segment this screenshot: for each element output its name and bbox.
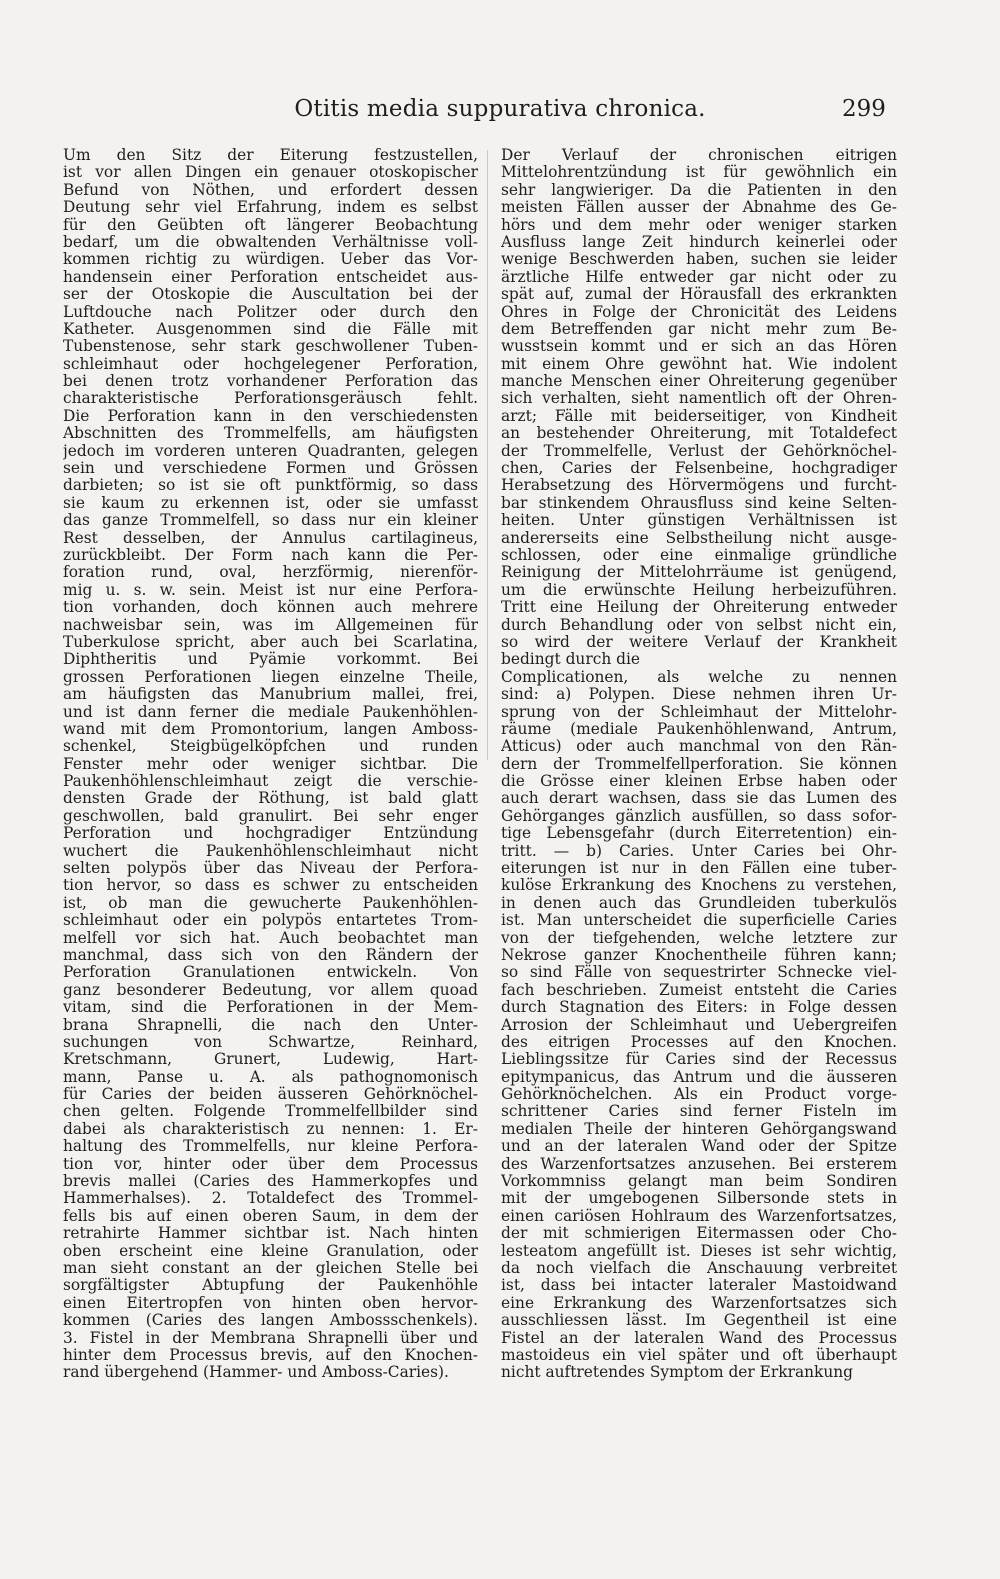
text-line: suchungen von Schwartze, Reinhard, (63, 1033, 478, 1051)
running-title: Otitis media suppurativa chronica. (294, 96, 706, 122)
text-line: Perforation Granulationen entwickeln. Von (63, 964, 478, 982)
text-line: arzt; Fälle mit beiderseitiger, von Kindheit (501, 407, 897, 425)
text-line: grossen Perforationen liegen einzelne Theile, (63, 668, 478, 686)
text-line: meisten Fällen ausser der Abnahme des Ge- (501, 199, 897, 217)
text-line: chen gelten. Folgende Trommelfellbilder sind (63, 1103, 478, 1121)
text-line: Perforation und hochgradiger Entzündung (63, 825, 478, 843)
text-line: Tuberkulose spricht, aber auch bei Scarlatina, (63, 633, 478, 651)
text-line: heiten. Unter günstigen Verhältnissen ist (501, 512, 897, 530)
text-line: Abschnitten des Trommelfells, am häufigsten (63, 425, 478, 443)
text-line: Herabsetzung des Hörvermögens und furcht- (501, 477, 897, 495)
text-line: spät auf, zumal der Hörausfall des erkrankten (501, 286, 897, 304)
text-line: Katheter. Ausgenommen sind die Fälle mit (63, 320, 478, 338)
text-line: der Trommelfelle, Verlust der Gehörknöchel- (501, 442, 897, 460)
text-line: darbieten; so ist sie oft punktförmig, so dass (63, 477, 478, 495)
text-line: Rest desselben, der Annulus cartilagineus, (63, 529, 478, 547)
text-line: vitam, sind die Perforationen in der Mem- (63, 999, 478, 1017)
text-line: brana Shrapnelli, die nach den Unter- (63, 1016, 478, 1034)
text-line: mastoideus ein viel später und oft überhaupt (501, 1346, 897, 1364)
text-line: nicht auftretendes Symptom der Erkrankung (501, 1364, 854, 1382)
text-line: Nekrose ganzer Knochentheile führen kann; (501, 946, 897, 964)
text-line: sich verhalten, sieht namentlich oft der Ohren- (501, 390, 897, 408)
text-line: dern der Trommelfellperforation. Sie können (501, 755, 897, 773)
text-line: Diphtheritis und Pyämie vorkommt. Bei (63, 651, 478, 669)
text-line: Tubenstenose, sehr stark geschwollener Tuben- (63, 338, 478, 356)
text-line: da noch vielfach die Anschauung verbreitet (501, 1260, 897, 1277)
text-line: kulöse Erkrankung des Knochens zu verstehen, (501, 877, 897, 895)
text-line: so wird der weitere Verlauf der Krankheit (501, 633, 897, 651)
page-number: 299 (842, 96, 886, 122)
text-line: charakteristische Perforationsgeräusch fehlt. (63, 390, 478, 408)
text-line: jedoch im vorderen unteren Quadranten, gelegen (63, 442, 478, 460)
text-line: Arrosion der Schleimhaut und Uebergreifen (501, 1016, 897, 1034)
text-line: bei denen trotz vorhandener Perforation das (63, 373, 478, 391)
column-divider (487, 150, 488, 760)
text-line: wenige Beschwerden haben, suchen sie leider (501, 251, 897, 269)
text-line: eine Erkrankung des Warzenfortsatzes sich (501, 1294, 897, 1312)
text-line: am häufigsten das Manubrium mallei, frei, (63, 686, 478, 704)
text-line: dabei als charakteristisch zu nennen: 1. Er- (63, 1120, 478, 1138)
text-line: Ohres in Folge der Chronicität des Leidens (501, 303, 897, 321)
text-line: sind: a) Polypen. Diese nehmen ihren Ur- (501, 686, 897, 704)
text-line: epitympanicus, das Antrum und die äusseren (501, 1068, 897, 1086)
text-line: mit einem Ohre gewöhnt hat. Wie indolent (501, 355, 897, 373)
text-line: bedarf, um die obwaltenden Verhältnisse voll- (63, 233, 478, 251)
text-line: Reinigung der Mittelohrräume ist genügend, (501, 564, 897, 582)
text-line: ser der Otoskopie die Auscultation bei der (63, 286, 478, 304)
text-line: wuchert die Paukenhöhlenschleimhaut nicht (63, 842, 478, 860)
text-line: Luftdouche nach Politzer oder durch den (63, 303, 478, 321)
text-line: das ganze Trommelfell, so dass nur ein kleiner (63, 512, 478, 530)
text-line: oben erscheint eine kleine Granulation, oder (63, 1242, 478, 1260)
text-line: melfell vor sich hat. Auch beobachtet man (63, 929, 478, 947)
text-line: Tritt eine Heilung der Ohreiterung entweder (501, 599, 897, 617)
text-line: bar stinkendem Ohrausfluss sind keine Selten- (501, 494, 897, 512)
text-line: auch derart wachsen, dass sie das Lumen des (501, 790, 897, 808)
text-line: durch Behandlung oder von selbst nicht ein, (501, 616, 897, 634)
text-line: Paukenhöhlenschleimhaut zeigt die verschie- (63, 773, 478, 791)
text-line: ärztliche Hilfe entweder gar nicht oder zu (501, 268, 897, 286)
text-line: ist. Man unterscheidet die superficielle Caries (501, 912, 897, 930)
left-column (63, 147, 478, 1382)
text-line: lesteatom angefüllt ist. Dieses ist sehr wichtig, (501, 1242, 897, 1260)
text-line: nachweisbar sein, was im Allgemeinen für (63, 616, 478, 634)
text-line: Um den Sitz der Eiterung festzustellen, (63, 147, 478, 164)
text-line: einen cariösen Hohlraum des Warzenfortsatzes, (501, 1207, 897, 1225)
text-line: Kretschmann, Grunert, Ludewig, Hart- (63, 1051, 478, 1069)
text-line: sorgfältigster Abtupfung der Paukenhöhle (63, 1277, 478, 1295)
text-line: man sieht constant an der gleichen Stelle bei (63, 1260, 478, 1277)
text-line: wand mit dem Promontorium, langen Amboss- (63, 720, 478, 738)
text-line: ist, dass bei intacter lateraler Mastoidwand (501, 1277, 897, 1295)
text-line: kommen (Caries des langen Ambossschenkels). (63, 1312, 478, 1330)
text-line: ganz besonderer Bedeutung, vor allem quoad (63, 981, 478, 999)
text-line: ist vor allen Dingen ein genauer otoskopischer (63, 164, 478, 182)
text-line: haltung des Trommelfells, nur kleine Perfora- (63, 1138, 478, 1156)
text-line: schleimhaut oder hochgelegener Perforation, (63, 355, 478, 373)
text-line: schrittener Caries sind ferner Fisteln im (501, 1103, 897, 1121)
text-line: Atticus) oder auch manchmal von den Rän- (501, 738, 897, 756)
text-line: um die erwünschte Heilung herbeizuführen. (501, 581, 897, 599)
text-line: hinter dem Processus brevis, auf den Knochen- (63, 1346, 478, 1364)
text-line: Gehörganges gänzlich ausfüllen, so dass sofor- (501, 807, 897, 825)
text-line: brevis mallei (Caries des Hammerkopfes und (63, 1173, 478, 1191)
text-line: foration rund, oval, herzförmig, nierenför- (63, 564, 478, 582)
text-line: Gehörknöchelchen. Als ein Product vorge- (501, 1086, 897, 1104)
text-line: Lieblingssitze für Caries sind der Recessus (501, 1051, 897, 1069)
text-line: sprung von der Schleimhaut der Mittelohr- (501, 703, 897, 721)
text-line: Die Perforation kann in den verschiedensten (63, 407, 478, 425)
text-line: tige Lebensgefahr (durch Eiterretention) ein- (501, 825, 897, 843)
text-line: des Warzenfortsatzes anzusehen. Bei ersterem (501, 1155, 897, 1173)
text-line: chen, Caries der Felsenbeine, hochgradiger (501, 460, 897, 478)
text-line: so sind Fälle von sequestrirter Schnecke viel- (501, 964, 897, 982)
text-line: räume (mediale Paukenhöhlenwand, Antrum, (501, 720, 897, 738)
text-line: der mit schmierigen Eitermassen oder Cho- (501, 1225, 897, 1243)
text-line: die Grösse einer kleinen Erbse haben oder (501, 773, 897, 791)
text-line: Ausfluss lange Zeit hindurch keinerlei oder (501, 233, 897, 251)
text-line: manchmal, dass sich von den Rändern der (63, 946, 478, 964)
text-line: handensein einer Perforation entscheidet aus- (63, 268, 478, 286)
text-line: ist, ob man die gewucherte Paukenhöhlen- (63, 894, 478, 912)
text-line: dem Betreffenden gar nicht mehr zum Be- (501, 320, 897, 338)
text-line: sie kaum zu erkennen ist, oder sie umfasst (63, 494, 478, 512)
text-line: und ist dann ferner die mediale Paukenhöhlen- (63, 703, 478, 721)
text-line: densten Grade der Röthung, ist bald glatt (63, 790, 478, 808)
text-line: an bestehender Ohreiterung, mit Totaldefect (501, 425, 897, 443)
text-line: fells bis auf einen oberen Saum, in dem der (63, 1207, 478, 1225)
text-line: manche Menschen einer Ohreiterung gegenüber (501, 373, 897, 391)
text-line: von der tiefgehenden, welche letztere zur (501, 929, 897, 947)
text-line: Vorkommniss gelangt man beim Sondiren (501, 1173, 897, 1191)
text-line: Deutung sehr viel Erfahrung, indem es selbst (63, 199, 478, 217)
text-line: tion hervor, so dass es schwer zu entscheiden (63, 877, 478, 895)
text-line: Hammerhalses). 2. Totaldefect des Trommel- (63, 1190, 478, 1208)
text-line: schenkel, Steigbügelköpfchen und runden (63, 738, 478, 756)
text-line: tritt. — b) Caries. Unter Caries bei Ohr- (501, 842, 897, 860)
text-line: fach beschrieben. Zumeist entsteht die Caries (501, 981, 897, 999)
text-line: und an der lateralen Wand oder der Spitze (501, 1138, 897, 1156)
text-line: geschwollen, bald granulirt. Bei sehr enger (63, 807, 478, 825)
text-line: mit der umgebogenen Silbersonde stets in (501, 1190, 897, 1208)
text-line: für Caries der beiden äusseren Gehörknöchel- (63, 1086, 478, 1104)
text-line: Befund von Nöthen, und erfordert dessen (63, 181, 478, 199)
text-line: Fenster mehr oder weniger sichtbar. Die (63, 755, 478, 773)
text-line: in denen auch das Grundleiden tuberkulös (501, 894, 897, 912)
text-line: Mittelohrentzündung ist für gewöhnlich ein (501, 164, 897, 182)
text-line: retrahirte Hammer sichtbar ist. Nach hinten (63, 1225, 478, 1243)
text-line: durch Stagnation des Eiters: in Folge dessen (501, 999, 897, 1017)
text-line: ausschliessen lässt. Im Gegentheil ist eine (501, 1312, 897, 1330)
text-line: bedingt durch die (501, 651, 641, 669)
text-line: Fistel an der lateralen Wand des Processus (501, 1329, 897, 1347)
text-line: schlossen, oder eine einmalige gründliche (501, 546, 897, 564)
text-line: des eitrigen Processes auf den Knochen. (501, 1033, 897, 1051)
text-line: einen Eitertropfen von hinten oben hervor- (63, 1294, 478, 1312)
text-line: medialen Theile der hinteren Gehörgangswand (501, 1120, 897, 1138)
text-line: wusstsein kommt und er sich an das Hören (501, 338, 897, 356)
text-line: sein und verschiedene Formen und Grössen (63, 460, 478, 478)
text-line: für den Geübten oft längerer Beobachtung (63, 216, 478, 234)
text-line: selten polypös über das Niveau der Perfora- (63, 860, 478, 878)
text-line: tion vorhanden, doch können auch mehrere (63, 599, 478, 617)
text-line: 3. Fistel in der Membrana Shrapnelli über und (63, 1329, 478, 1347)
text-line: kommen richtig zu würdigen. Ueber das Vor- (63, 251, 478, 269)
text-line: hörs und dem mehr oder weniger starken (501, 216, 897, 234)
text-line: Complicationen, als welche zu nennen (501, 668, 897, 686)
text-line: rand übergehend (Hammer- und Amboss-Caries). (63, 1364, 449, 1382)
text-line: mann, Panse u. A. als pathognomonisch (63, 1068, 478, 1086)
text-line: eiterungen ist nur in den Fällen eine tuber- (501, 860, 897, 878)
text-line: andererseits eine Selbstheilung nicht ausge- (501, 529, 897, 547)
text-line: schleimhaut oder ein polypös entartetes Trom- (63, 912, 478, 930)
text-line: Der Verlauf der chronischen eitrigen (501, 147, 897, 164)
text-line: mig u. s. w. sein. Meist ist nur eine Perfora- (63, 581, 478, 599)
text-line: zurückbleibt. Der Form nach kann die Per- (63, 546, 478, 564)
text-line: sehr langwieriger. Da die Patienten in den (501, 181, 897, 199)
text-line: tion vor, hinter oder über dem Processus (63, 1155, 478, 1173)
right-column (501, 147, 897, 1382)
